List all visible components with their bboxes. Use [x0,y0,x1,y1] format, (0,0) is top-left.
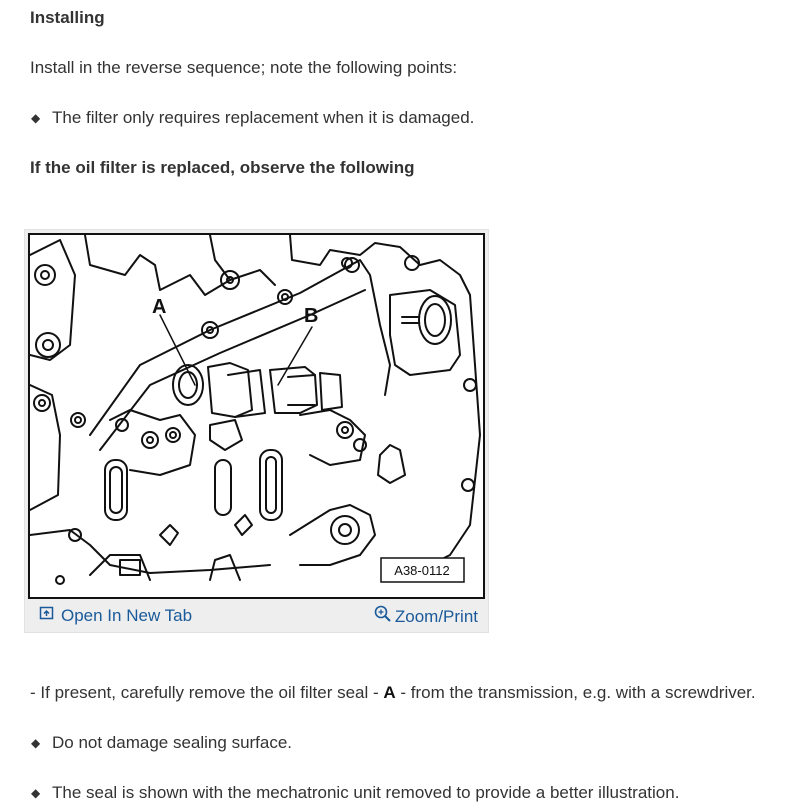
step-text-part2: - from the transmission, e.g. with a screwdriver. [400,683,756,702]
intro-text: Install in the reverse sequence; note the following points: [30,58,458,77]
label-a: A [152,296,167,318]
figure-container [24,229,489,633]
step-dash: - [30,683,36,702]
bullet-marker: ◆ [31,736,41,750]
heading-installing: Installing [30,8,105,27]
open-new-tab-icon [39,605,55,626]
bullet-marker: ◆ [31,111,41,125]
step-remove-seal [30,682,756,704]
bullet-filter-replacement: The filter only requires replacement when it is damaged. [52,108,475,127]
zoom-print-label: Zoom/Print [394,606,478,626]
figure-code: A38-0112 [394,563,450,578]
bullet-marker: ◆ [31,786,41,800]
step-text-bold: A [383,683,396,702]
label-b: B [304,305,319,327]
bullet-sealing-surface: Do not damage sealing surface. [52,733,293,752]
zoom-print-link[interactable] [374,605,478,628]
heading-oil-filter: If the oil filter is replaced, observe the following [30,158,415,177]
open-new-tab-link[interactable] [39,605,192,626]
transmission-illustration [30,235,483,597]
figure-illustration[interactable] [28,233,485,599]
bullet-seal-illustration: The seal is shown with the mechatronic unit removed to provide a better illustration. [52,783,680,802]
zoom-icon [374,605,392,628]
open-new-tab-label: Open In New Tab [61,605,193,625]
figure-footer [25,602,488,632]
step-text-part1: If present, carefully remove the oil filter seal - [40,683,379,702]
